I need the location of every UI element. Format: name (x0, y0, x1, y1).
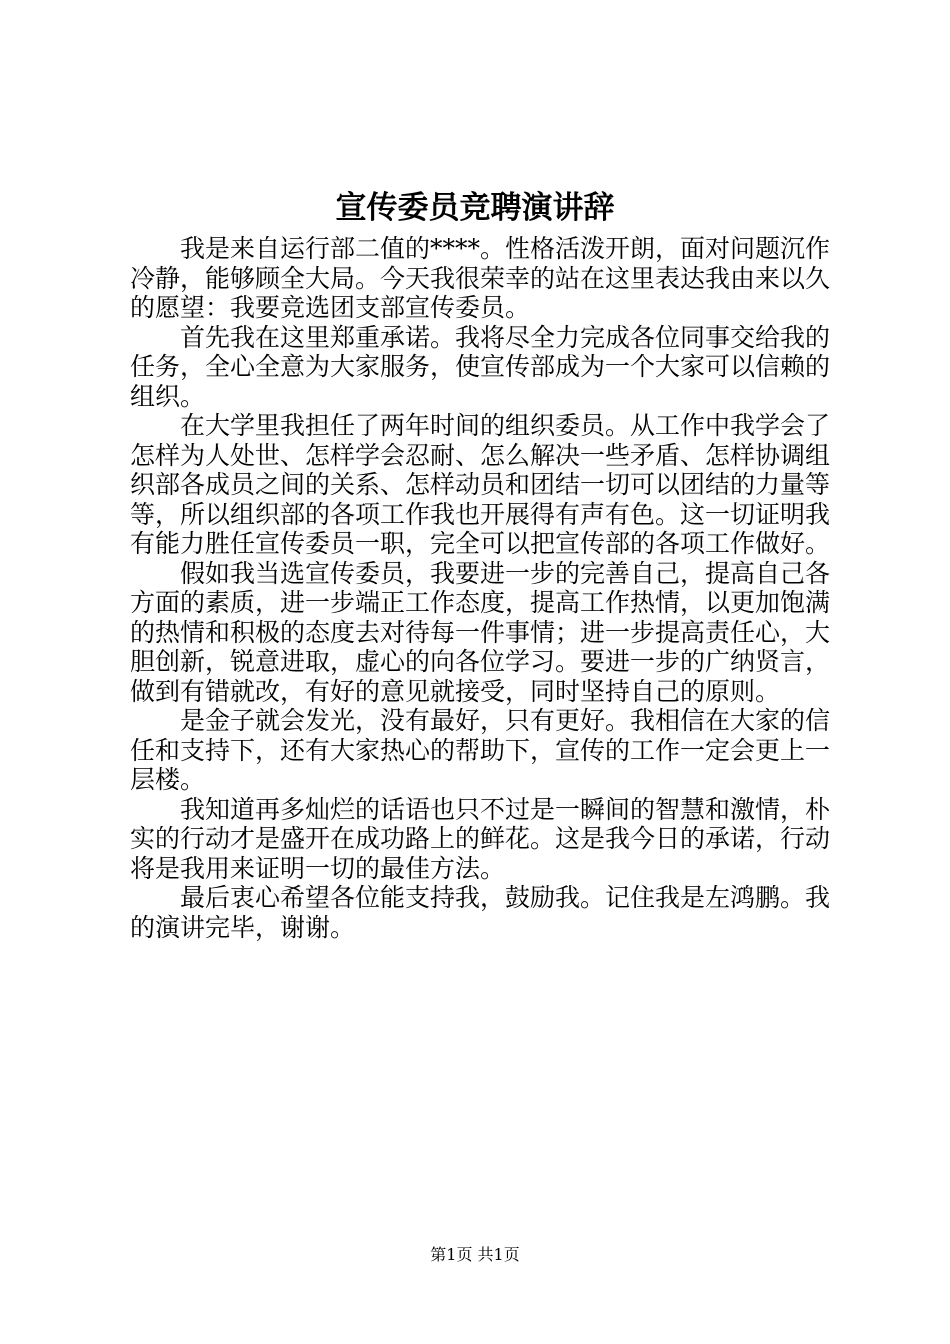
paragraph-7: 最后衷心希望各位能支持我，鼓励我。记住我是左鸿鹏。我的演讲完毕，谢谢。 (130, 883, 831, 942)
paragraph-6: 我知道再多灿烂的话语也只不过是一瞬间的智慧和激情，朴实的行动才是盛开在成功路上的鲜花。这是我今日的承诺，行动将是我用来证明一切的最佳方法。 (130, 794, 831, 883)
paragraph-4: 假如我当选宣传委员，我要进一步的完善自己，提高自己各方面的素质，进一步端正工作态度，提高工作热情，以更加饱满的热情和积极的态度去对待每一件事情；进一步提高责任心，大胆创新，锐意进取，虚心的向各位学习。要进一步的广纳贤言，做到有错就改，有好的意见就接受，同时坚持自己的原则。 (130, 558, 831, 706)
paragraph-2: 首先我在这里郑重承诺。我将尽全力完成各位同事交给我的任务，全心全意为大家服务，使宣传部成为一个大家可以信赖的组织。 (130, 322, 831, 411)
document-body (130, 234, 830, 942)
paragraph-1: 我是来自运行部二值的****。性格活泼开朗，面对问题沉作冷静，能够顾全大局。今天我很荣幸的站在这里表达我由来以久的愿望：我要竞选团支部宣传委员。 (130, 234, 831, 322)
document-title: 宣传委员竞聘演讲辞 (335, 190, 615, 226)
paragraph-3: 在大学里我担任了两年时间的组织委员。从工作中我学会了怎样为人处世、怎样学会忍耐、怎么解决一些矛盾、怎样协调组织部各成员之间的关系、怎样动员和团结一切可以团结的力量等等，所以组织部的各项工作我也开展得有声有色。这一切证明我有能力胜任宣传委员一职，完全可以把宣传部的各项工作做好。 (130, 411, 831, 558)
page-number-footer: 第1页 共1页 (430, 1245, 520, 1264)
paragraph-5: 是金子就会发光，没有最好，只有更好。我相信在大家的信任和支持下，还有大家热心的帮助下，宣传的工作一定会更上一层楼。 (130, 706, 831, 794)
